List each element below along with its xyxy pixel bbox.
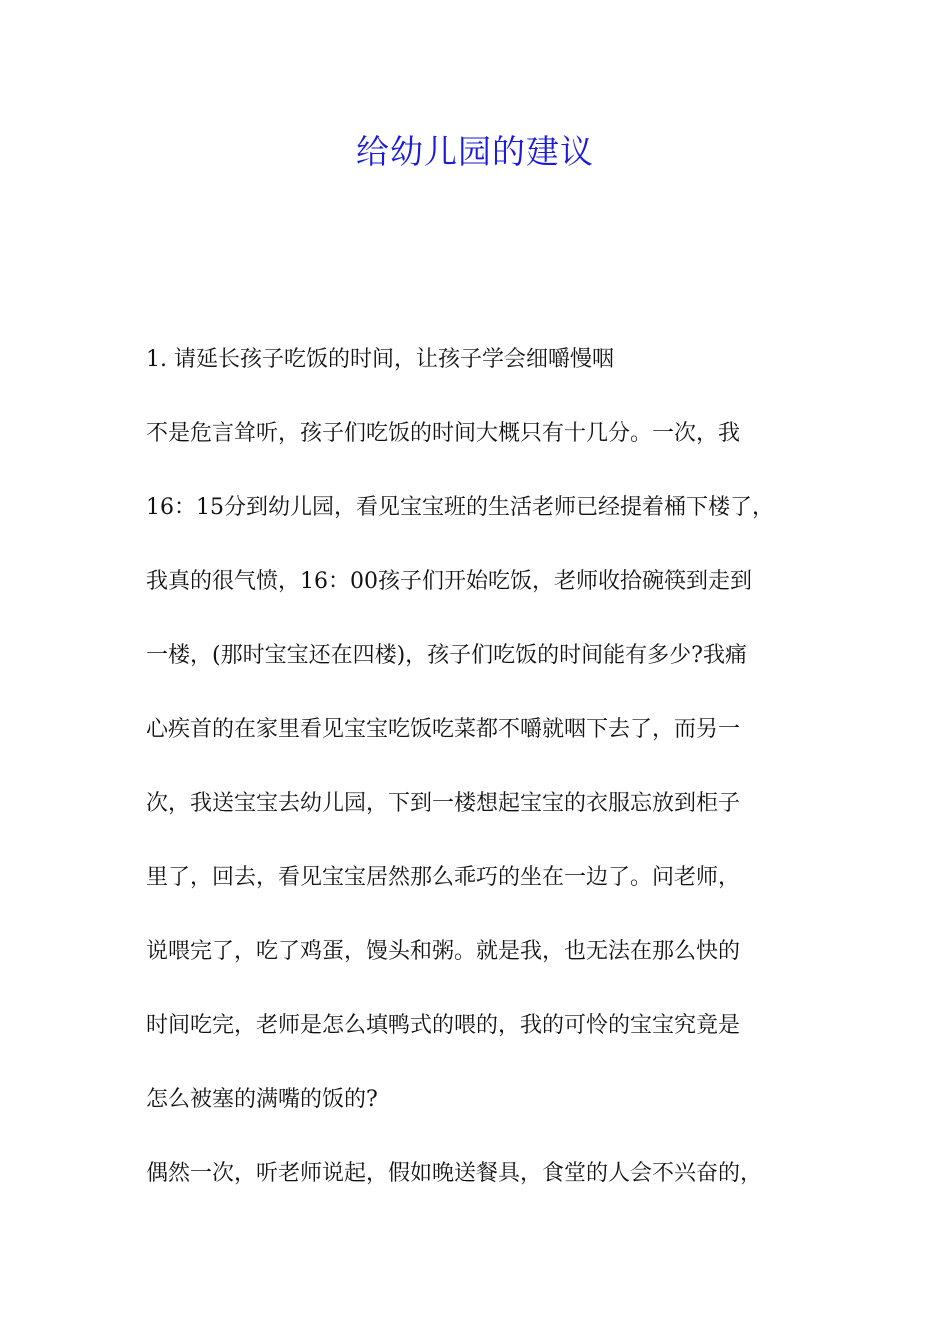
body-line: 里了，回去，看见宝宝居然那么乖巧的坐在一边了。问老师， (146, 865, 741, 890)
document-title: 给幼儿园的建议 (356, 132, 594, 171)
body-line: 时间吃完，老师是怎么填鸭式的喂的，我的可怜的宝宝究竟是 (146, 1013, 741, 1038)
body-line: 心疾首的在家里看见宝宝吃饭吃菜都不嚼就咽下去了，而另一 (146, 717, 741, 742)
body-line: 我真的很气愤，16：00孩子们开始吃饭，老师收拾碗筷到走到 (146, 569, 752, 594)
body-line: 不是危言耸听，孩子们吃饭的时间大概只有十几分。一次，我 (146, 421, 741, 446)
document-body (146, 336, 826, 1224)
body-line: 偶然一次，听老师说起，假如晚送餐具，食堂的人会不兴奋的， (146, 1161, 763, 1186)
body-line: 16：15分到幼儿园，看见宝宝班的生活老师已经提着桶下楼了， (146, 495, 774, 520)
body-line: 一楼，(那时宝宝还在四楼)，孩子们吃饭的时间能有多少?我痛 (146, 643, 747, 668)
body-line: 1. 请延长孩子吃饭的时间，让孩子学会细嚼慢咽 (146, 347, 614, 372)
body-line: 说喂完了，吃了鸡蛋，馒头和粥。就是我，也无法在那么快的 (146, 939, 741, 964)
body-line: 次，我送宝宝去幼儿园，下到一楼想起宝宝的衣服忘放到柜子 (146, 791, 741, 816)
body-line: 怎么被塞的满嘴的饭的? (146, 1087, 378, 1112)
